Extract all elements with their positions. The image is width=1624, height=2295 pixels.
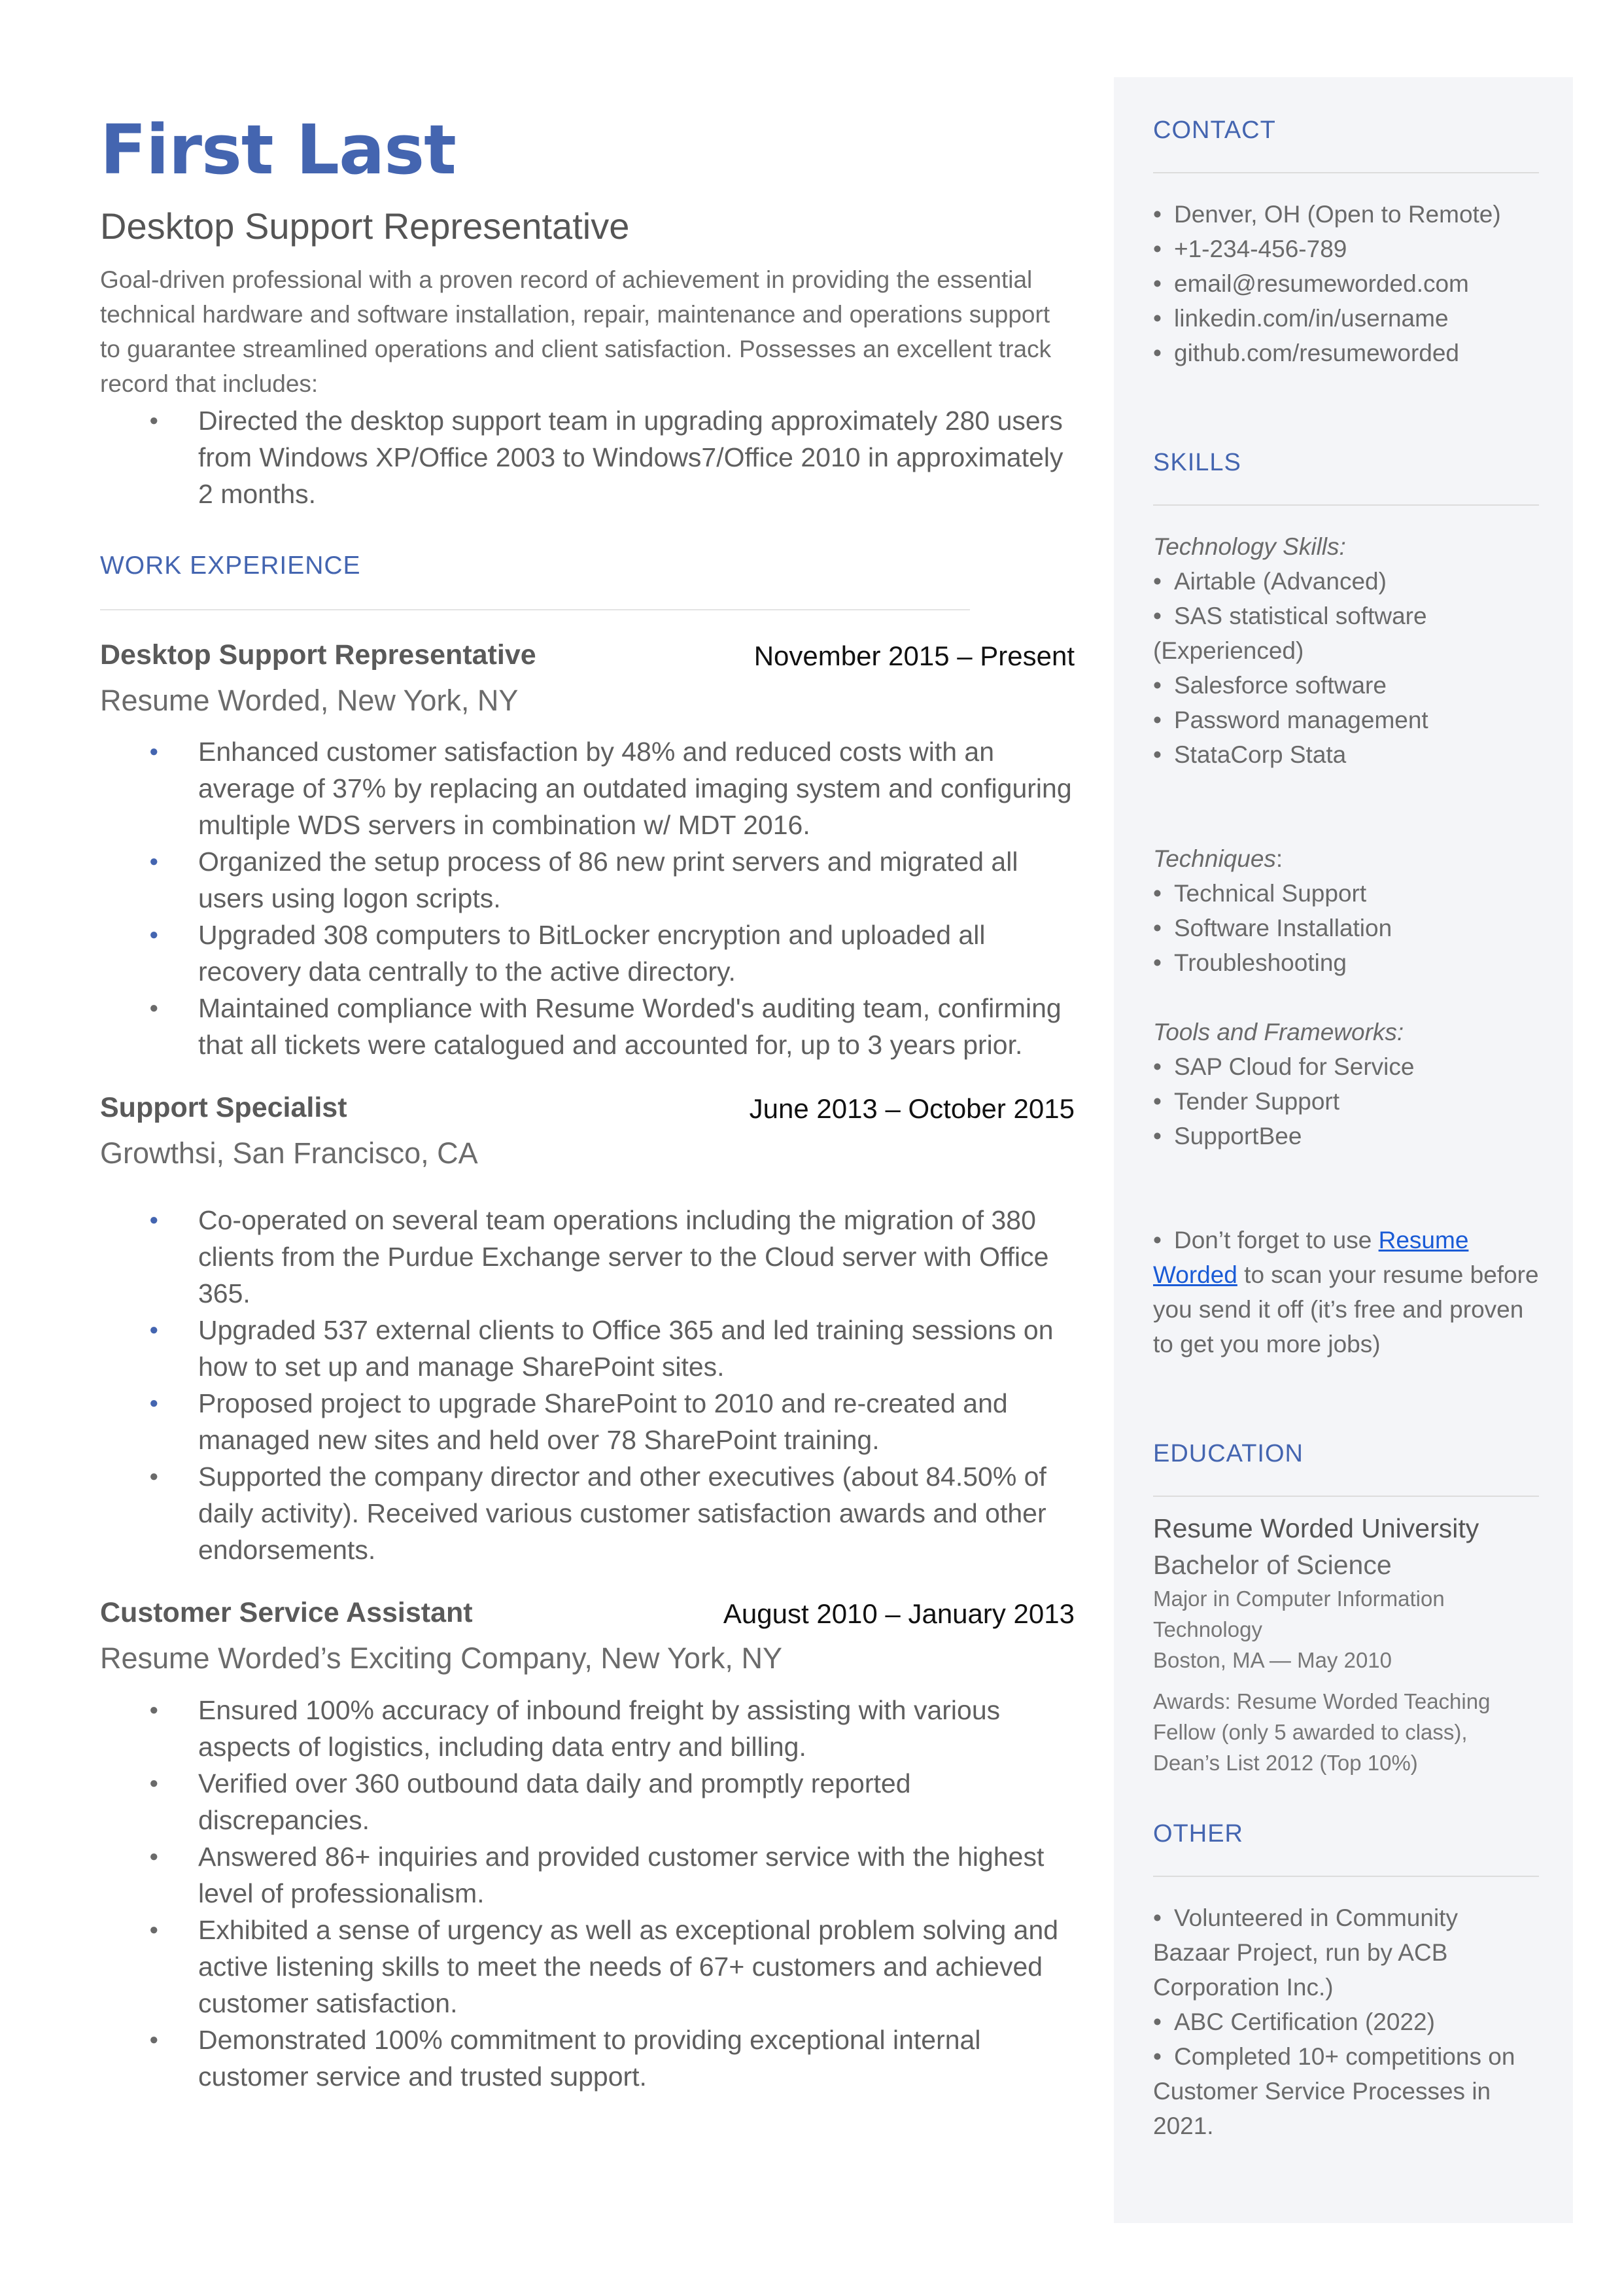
other-heading: OTHER bbox=[1153, 1820, 1243, 1848]
contact-heading: CONTACT bbox=[1153, 116, 1276, 144]
job-title: Support Specialist bbox=[100, 1092, 347, 1124]
education-location-date: Boston, MA — May 2010 bbox=[1153, 1648, 1392, 1672]
job-bullet: ● Maintained compliance with Resume Worded's auditing team, confirming that all tickets were catalogued and accounted for, up to 3 years prior. bbox=[100, 990, 1075, 1063]
job-bullet: ● Verified over 360 outbound data daily and promptly reported discrepancies. bbox=[100, 1765, 1075, 1838]
contact-list bbox=[1153, 197, 1539, 370]
skills-tools bbox=[1153, 1015, 1539, 1153]
job-bullet: ● Ensured 100% accuracy of inbound freight by assisting with various aspects of logistics, including data entry and billing. bbox=[100, 1692, 1075, 1765]
job-bullet: ● Demonstrated 100% commitment to providing exceptional internal customer service and trusted support. bbox=[100, 2022, 1075, 2095]
skills-heading: SKILLS bbox=[1153, 449, 1241, 476]
job-company: Resume Worded’s Exciting Company, New York, NY bbox=[100, 1641, 782, 1675]
other-item: • Volunteered in Community Bazaar Project, run by ACB Corporation Inc.) bbox=[1153, 1904, 1458, 2001]
job-title: Desktop Support Representative bbox=[100, 639, 536, 671]
skills-tools-label: Tools and Frameworks: bbox=[1153, 1019, 1404, 1045]
education-heading: EDUCATION bbox=[1153, 1440, 1304, 1467]
skill-item: • Software Installation bbox=[1153, 915, 1392, 941]
job-entry bbox=[100, 1597, 1075, 2094]
skills-tech-label: Technology Skills: bbox=[1153, 533, 1346, 560]
contact-email[interactable]: • email@resumeworded.com bbox=[1153, 270, 1469, 297]
job-bullets bbox=[100, 1692, 1075, 2095]
summary-text: Goal-driven professional with a proven record of achievement in providing the essential technical hardware and software installation, repair, maintenance and operations support to guarantee streamlined operations and client satisfaction. Possesses an excellent track record that includes: bbox=[100, 266, 1052, 397]
job-bullet: ● Answered 86+ inquiries and provided customer service with the highest level of professionalism. bbox=[100, 1838, 1075, 1912]
education-major: Major in Computer Information Technology bbox=[1153, 1586, 1445, 1641]
contact-github[interactable]: • github.com/resumeworded bbox=[1153, 340, 1459, 366]
section-divider bbox=[1153, 1496, 1539, 1497]
job-entry bbox=[100, 639, 1075, 1063]
job-bullet: ● Proposed project to upgrade SharePoint to 2010 and re-created and managed new sites and held over 78 SharePoint training. bbox=[100, 1385, 1075, 1458]
education-degree: Bachelor of Science bbox=[1153, 1550, 1392, 1580]
skill-item: • Salesforce software bbox=[1153, 672, 1387, 699]
job-bullet: ● Co-operated on several team operations including the migration of 380 clients from the Purdue Exchange server to the Cloud server with Office 365. bbox=[100, 1202, 1075, 1312]
skill-item: • StataCorp Stata bbox=[1153, 741, 1347, 768]
sidebar bbox=[1114, 77, 1573, 2223]
skill-item: • SAP Cloud for Service bbox=[1153, 1053, 1415, 1080]
job-company: Growthsi, San Francisco, CA bbox=[100, 1136, 478, 1170]
job-bullet: ● Upgraded 308 computers to BitLocker encryption and uploaded all recovery data centrally to the active directory. bbox=[100, 917, 1075, 990]
job-company: Resume Worded, New York, NY bbox=[100, 683, 519, 717]
skill-item: • Tender Support bbox=[1153, 1088, 1340, 1115]
skill-item: • Password management bbox=[1153, 707, 1428, 733]
candidate-title: Desktop Support Representative bbox=[100, 205, 630, 247]
job-bullet: ● Exhibited a sense of urgency as well as exceptional problem solving and active listening skills to meet the needs of 67+ customers and achieved customer satisfaction. bbox=[100, 1912, 1075, 2022]
other-item: • ABC Certification (2022) bbox=[1153, 2008, 1435, 2035]
job-bullets bbox=[100, 1202, 1075, 1568]
other-item: • Completed 10+ competitions on Customer Service Processes in 2021. bbox=[1153, 2043, 1515, 2139]
work-experience-heading: WORK EXPERIENCE bbox=[100, 551, 361, 580]
skills-technology bbox=[1153, 529, 1539, 772]
contact-location: • Denver, OH (Open to Remote) bbox=[1153, 201, 1501, 228]
skills-techniques bbox=[1153, 841, 1539, 980]
job-bullet: ● Enhanced customer satisfaction by 48% and reduced costs with an average of 37% by replacing an outdated imaging system and configuring multiple WDS servers in combination w/ MDT 2016. bbox=[100, 733, 1075, 843]
job-bullet: ● Supported the company director and other executives (about 84.50% of daily activity). Received various customer satisfaction awards and other endorsements. bbox=[100, 1458, 1075, 1568]
skills-techniques-label: Techniques: bbox=[1153, 845, 1283, 872]
candidate-name: First Last bbox=[100, 110, 456, 190]
job-dates: August 2010 – January 2013 bbox=[723, 1598, 1075, 1630]
education-awards: Awards: Resume Worded Teaching Fellow (only 5 awarded to class), Dean’s List 2012 (Top 10%) bbox=[1153, 1689, 1491, 1775]
job-bullet: ● Upgraded 537 external clients to Office 365 and led training sessions on how to set up and manage SharePoint sites. bbox=[100, 1312, 1075, 1385]
section-divider bbox=[1153, 172, 1539, 173]
job-dates: June 2013 – October 2015 bbox=[749, 1093, 1075, 1125]
job-bullet: ● Organized the setup process of 86 new print servers and migrated all users using logon scripts. bbox=[100, 843, 1075, 917]
skill-item: • Troubleshooting bbox=[1153, 949, 1347, 976]
main-column bbox=[100, 111, 1075, 2095]
education-school: Resume Worded University bbox=[1153, 1513, 1479, 1543]
job-entry bbox=[100, 1092, 1075, 1568]
other-list bbox=[1153, 1901, 1539, 2143]
job-bullets bbox=[100, 733, 1075, 1063]
section-divider bbox=[100, 609, 970, 610]
resume-tip: • Don’t forget to use Resume Worded to scan your resume before you send it off (it’s free and proven to get you more jobs) bbox=[1153, 1227, 1539, 1358]
job-title: Customer Service Assistant bbox=[100, 1597, 473, 1629]
contact-phone: • +1-234-456-789 bbox=[1153, 236, 1347, 262]
contact-linkedin[interactable]: • linkedin.com/in/username bbox=[1153, 305, 1449, 332]
summary-bullet: ● Directed the desktop support team in upgrading approximately 280 users from Windows XP/Office 2003 to Windows7/Office 2010 in approximately 2 months. bbox=[100, 402, 1075, 512]
summary-bullets bbox=[100, 402, 1075, 512]
section-divider bbox=[1153, 1876, 1539, 1877]
skill-item: • Technical Support bbox=[1153, 880, 1367, 907]
resume-worded-link[interactable]: Resume Worded bbox=[1153, 1227, 1469, 1288]
skill-item: • SAS statistical software (Experienced) bbox=[1153, 603, 1427, 664]
section-divider bbox=[1153, 504, 1539, 506]
job-dates: November 2015 – Present bbox=[753, 640, 1075, 671]
skill-item: • Airtable (Advanced) bbox=[1153, 568, 1387, 595]
skill-item: • SupportBee bbox=[1153, 1123, 1302, 1149]
